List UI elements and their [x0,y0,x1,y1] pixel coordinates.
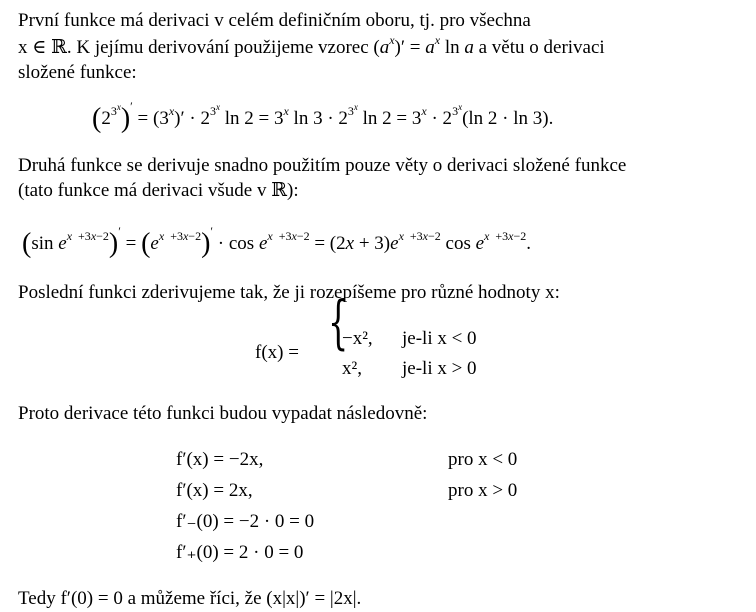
paragraph-4-line-1: Proto derivace této funkci budou vypadat následovně: [18,403,428,424]
piecewise-row-2-cond: je-li x > 0 [402,358,477,379]
derivative-row-1-cond: pro x < 0 [448,449,518,470]
derivative-row-2-cond: pro x > 0 [448,480,518,501]
derivative-row-1-expr: f′(x) = −2x, [176,449,264,470]
paragraph-1-line-3: složené funkce: [18,62,137,83]
paragraph-1-line-2 [18,35,738,62]
piecewise-row-1-cond: je-li x < 0 [402,328,477,349]
derivative-row-3-expr: f′₋(0) = −2 · 0 = 0 [176,511,315,532]
paragraph-5-start: Tedy f′(0) = 0 a můžeme říci, že [18,588,267,609]
paragraph-2-line-1: Druhá funkce se derivuje snadno použitím pouze věty o derivaci složené funkce [18,155,627,176]
paragraph-1-line-2-start: x ∈ ℝ. K jejímu derivování použijeme vzorec [18,37,374,58]
paragraph-3-line-1: Poslední funkci zderivujeme tak, že ji rozepíšeme pro různé hodnoty x: [18,282,560,303]
paragraph-1-line-1: První funkce má derivaci v celém definičním oboru, tj. pro všechna [18,10,531,31]
paragraph-5-line-1 [18,586,738,611]
inline-formula: $(a^x)' = a^x$ ln a [373,33,474,58]
piecewise-row-1-expr: −x², [342,328,373,349]
derivative-row-4-expr: f′₊(0) = 2 · 0 = 0 [176,542,304,563]
equation-2: (sin $e^{x +3x-2})' = (e^{x +3x-2})' \cdot \cos e^{x +3x-2} = (2x + 3)e^{x +3x-2}$ $\cos e^{x +3x-2}$. [22,224,532,259]
paragraph-5-formula: (x|x|)′ = |2x|. [266,588,362,609]
piecewise-brace: { [328,288,349,356]
piecewise-lhs: f(x) = [255,342,299,363]
equation-1: $(2^{3^x})' = (3^x)' \cdot 2^{3^x}$ $\ln 2 = 3^x$ $\ln 3 \cdot 2^{3^x}$ $\ln 2 = 3^x \cdot 2^{3^x}(\ln$ 2 · ln 3). [92,99,554,134]
piecewise-row-2-expr: x², [342,358,362,379]
paragraph-1-line-2-end: a větu o derivaci [473,37,605,58]
derivative-row-2-expr: f′(x) = 2x, [176,480,253,501]
paragraph-2-line-2: (tato funkce má derivaci všude v ℝ): [18,180,299,201]
